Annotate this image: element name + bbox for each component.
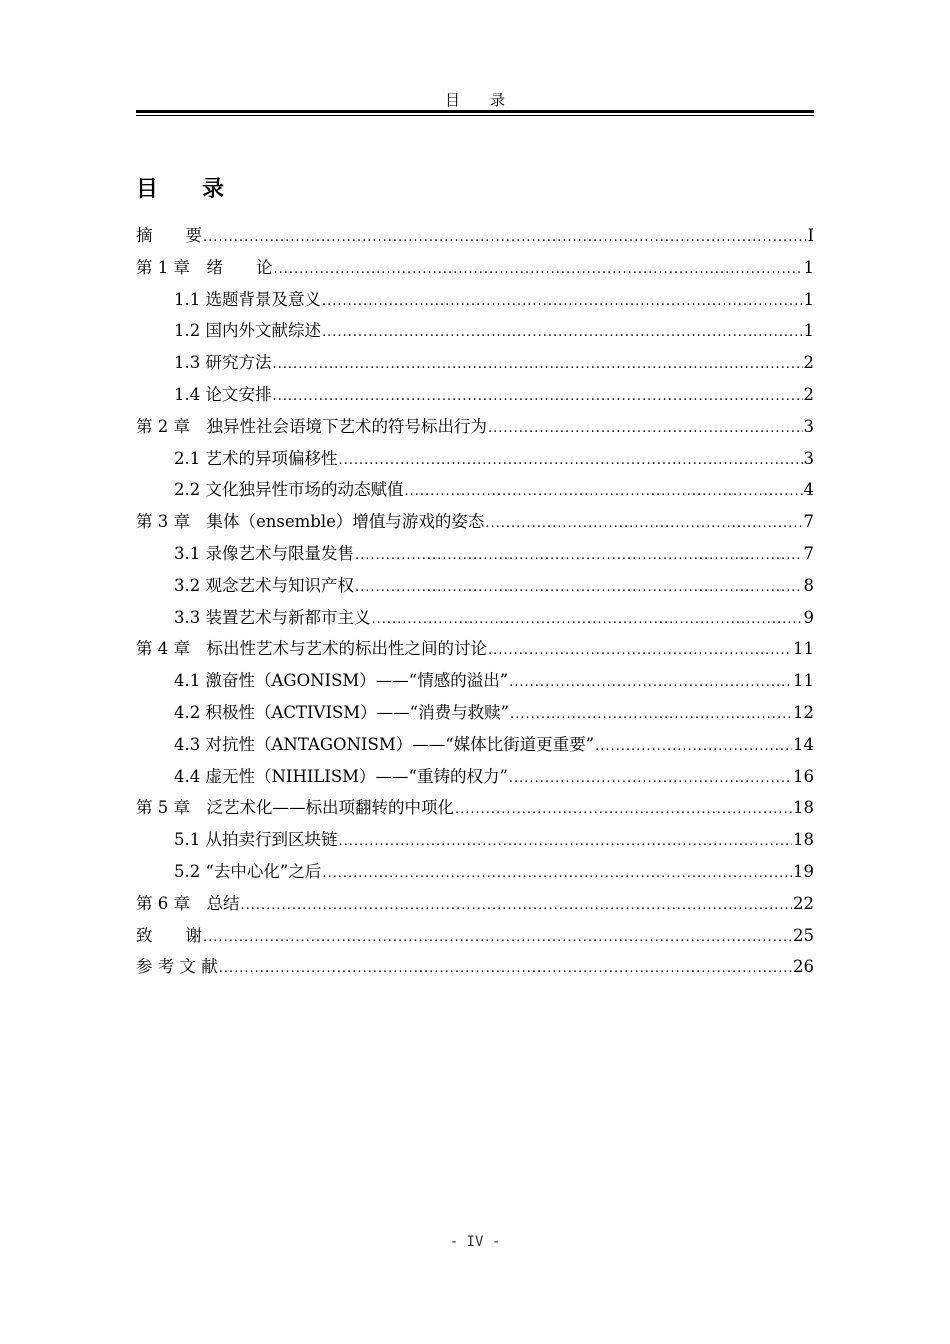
header-rule-thin [136, 115, 814, 116]
toc-entry-page: 11 [793, 639, 814, 659]
toc-entry[interactable] [136, 761, 814, 793]
toc-entry-page: 18 [793, 830, 814, 850]
toc-entry-label: 第 5 章 泛艺术化——标出项翻转的中项化 [136, 798, 454, 818]
toc-entry-label: 4.2 积极性（ACTIVISM）——“消费与救赎” [174, 702, 510, 722]
toc-entry-page: 8 [803, 575, 814, 595]
toc-entry[interactable] [136, 602, 814, 634]
toc-entry[interactable] [136, 920, 814, 952]
toc-entry[interactable] [136, 888, 814, 920]
dot-leader [274, 254, 803, 286]
toc-entry-page: 19 [793, 861, 814, 881]
dot-leader [273, 349, 803, 381]
toc-entry-page: 7 [803, 512, 814, 532]
toc-entry-page: 14 [793, 734, 814, 754]
toc-entry[interactable] [136, 665, 814, 697]
toc-entry-page: 1 [803, 257, 814, 277]
toc-entry-label: 致 谢 [136, 925, 202, 945]
running-header: 目 录 [444, 91, 505, 109]
toc-entry-page: 2 [803, 353, 814, 373]
toc-entry-label: 第 1 章 绪 论 [136, 257, 273, 277]
toc-entry-label: 1.2 国内外文献综述 [174, 321, 321, 341]
dot-leader [339, 445, 803, 477]
dot-leader [455, 794, 792, 826]
toc-entry-page: 11 [793, 671, 814, 691]
toc-entry-page: 26 [793, 957, 814, 977]
toc-entry-page: 12 [793, 702, 814, 722]
toc-entry-label: 5.1 从拍卖行到区块链 [174, 830, 338, 850]
toc-entry-page: 22 [793, 893, 814, 913]
toc-entry-label: 第 6 章 总结 [136, 893, 240, 913]
dot-leader [595, 731, 792, 763]
toc-entry-label: 第 3 章 集体（ensemble）增值与游戏的姿态 [136, 512, 485, 532]
toc-entry-label: 1.3 研究方法 [174, 353, 272, 373]
toc-entry[interactable] [136, 379, 814, 411]
toc-entry[interactable] [136, 697, 814, 729]
toc-entry-page: 3 [803, 416, 814, 436]
dot-leader [488, 635, 792, 667]
toc-entry-label: 参 考 文 献 [136, 957, 218, 977]
dot-leader [322, 858, 792, 890]
toc-entry-label: 3.3 装置艺术与新都市主义 [174, 607, 371, 627]
dot-leader [322, 286, 803, 318]
dot-leader [509, 667, 792, 699]
dot-leader [485, 508, 802, 540]
toc-entry-label: 2.2 文化独异性市场的动态赋值 [174, 480, 404, 500]
toc-entry-page: 25 [793, 925, 814, 945]
toc-entry-page: 18 [793, 798, 814, 818]
toc-entry[interactable] [136, 792, 814, 824]
toc-entry-label: 3.2 观念艺术与知识产权 [174, 575, 354, 595]
toc-entry[interactable] [136, 951, 814, 983]
dot-leader [488, 413, 803, 445]
toc-entry[interactable] [136, 633, 814, 665]
toc-entry[interactable] [136, 315, 814, 347]
dot-leader [241, 890, 793, 922]
toc-entry-page: 1 [803, 321, 814, 341]
toc-entry[interactable] [136, 824, 814, 856]
toc-entry-label: 4.3 对抗性（ANTAGONISM）——“媒体比街道更重要” [174, 734, 595, 754]
toc-entry[interactable] [136, 443, 814, 475]
toc-entry[interactable] [136, 474, 814, 506]
toc-entry[interactable] [136, 856, 814, 888]
toc-entry[interactable] [136, 411, 814, 443]
dot-leader [339, 826, 793, 858]
toc-entry-page: 4 [803, 480, 814, 500]
toc-entry-page: I [807, 226, 814, 245]
dot-leader [372, 604, 803, 636]
toc-entry-label: 1.4 论文安排 [174, 384, 272, 404]
toc-entry-label: 2.1 艺术的异项偏移性 [174, 448, 338, 468]
toc-entry[interactable] [136, 729, 814, 761]
toc-entry[interactable] [136, 347, 814, 379]
dot-leader [355, 540, 803, 572]
dot-leader [219, 953, 792, 985]
dot-leader [510, 699, 792, 731]
toc-entry-label: 5.2 “去中心化”之后 [174, 861, 322, 881]
toc-entry[interactable] [136, 252, 814, 284]
dot-leader [355, 572, 803, 604]
toc-entry-page: 1 [803, 289, 814, 309]
table-of-contents [136, 220, 814, 983]
toc-entry-label: 第 2 章 独异性社会语境下艺术的符号标出行为 [136, 416, 487, 436]
toc-entry-label: 4.4 虚无性（NIHILISM）——“重铸的权力” [174, 766, 508, 786]
header-rule-thick [136, 110, 814, 113]
toc-heading: 目 录 [136, 176, 225, 202]
toc-entry-label: 3.1 录像艺术与限量发售 [174, 543, 354, 563]
dot-leader [273, 381, 803, 413]
page-number-footer: - IV - [449, 1234, 501, 1250]
toc-entry-label: 1.1 选题背景及意义 [174, 289, 321, 309]
toc-entry-page: 9 [803, 607, 814, 627]
toc-entry-page: 2 [803, 384, 814, 404]
dot-leader [322, 317, 803, 349]
toc-entry[interactable] [136, 506, 814, 538]
dot-leader [203, 922, 792, 954]
dot-leader [203, 222, 806, 254]
toc-entry-label: 摘 要 [136, 226, 202, 245]
toc-entry[interactable] [136, 220, 814, 252]
toc-entry[interactable] [136, 538, 814, 570]
toc-entry-page: 16 [793, 766, 814, 786]
toc-entry-label: 第 4 章 标出性艺术与艺术的标出性之间的讨论 [136, 639, 487, 659]
dot-leader [509, 763, 792, 795]
dot-leader [405, 476, 803, 508]
toc-entry[interactable] [136, 570, 814, 602]
toc-entry-page: 3 [803, 448, 814, 468]
toc-entry-label: 4.1 激奋性（AGONISM）——“情感的溢出” [174, 671, 509, 691]
toc-entry[interactable] [136, 284, 814, 316]
toc-entry-page: 7 [803, 543, 814, 563]
